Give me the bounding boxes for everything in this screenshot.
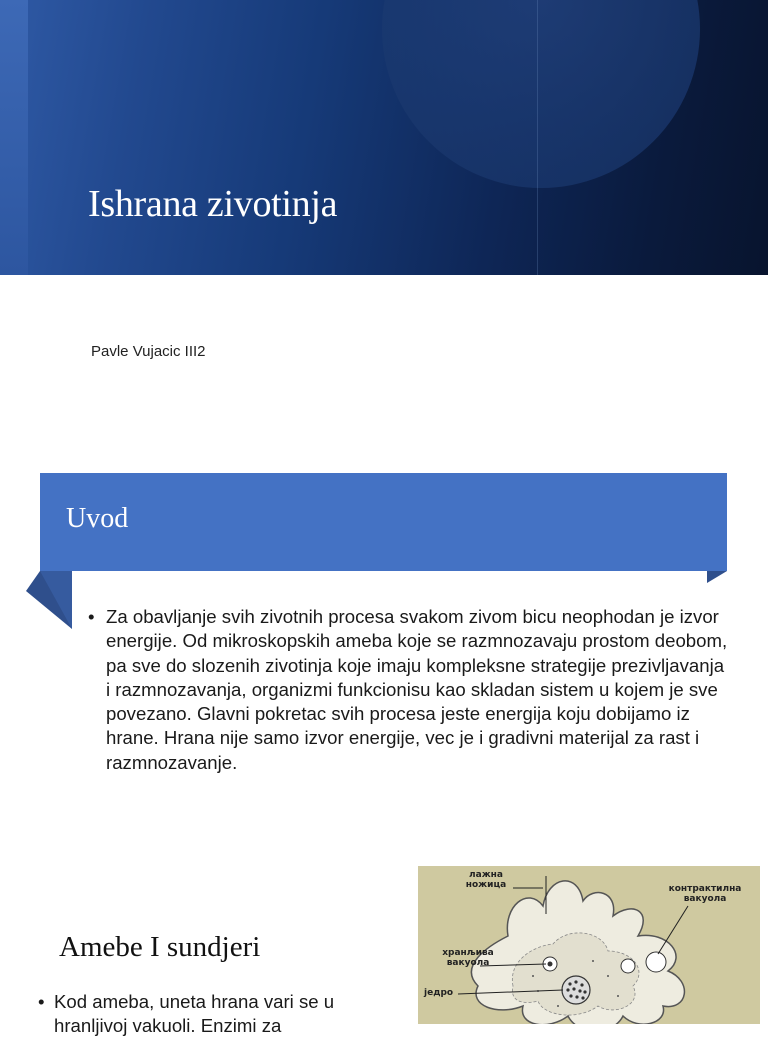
label-contractile-vacuole: контрактилна вакуола <box>668 884 742 904</box>
uvod-banner <box>40 473 727 571</box>
title-slide <box>0 0 768 275</box>
bullet-dot: • <box>38 991 45 1012</box>
bullet-dot: • <box>88 606 95 627</box>
author-subtitle: Pavle Vujacic III2 <box>91 343 206 360</box>
label-food-vacuole: хранљива вакуола <box>442 948 494 968</box>
amoeba-diagram <box>418 866 760 1024</box>
banner-fold-right <box>707 571 727 583</box>
amebe-heading: Amebe I sundjeri <box>59 931 261 963</box>
uvod-bullet-text: Za obavljanje svih zivotnih procesa svakom zivom bicu neophodan je izvor energije. Od mikroskopskih ameba koje se razmnozavaju prostom deobom, pa sve do slozenih zivotinja koje imaju kompleksne strategije prezivljavanja i razmnozavanja, organizmi funkcionisu kao skladan sistem u kojem je sve povezano. Glavni pokretac svih procesa jeste energija koju dobijamo iz hrane. Hrana nije samo izvor energije, vec je i gradivni materijal za rast i razmnozavanje. <box>106 606 728 773</box>
uvod-heading: Uvod <box>66 503 129 534</box>
uvod-bullet <box>88 605 728 775</box>
title-slide-decorative-circle <box>382 0 700 188</box>
slide-title: Ishrana zivotinja <box>88 183 338 225</box>
label-nucleus: једро <box>424 988 454 998</box>
title-slide-divider <box>537 0 538 275</box>
amebe-bullet-text: Kod ameba, uneta hrana vari se u hranljivoj vakuoli. Enzimi za <box>54 991 335 1037</box>
title-slide-accent-bar <box>0 0 28 275</box>
amebe-bullet <box>38 990 368 1039</box>
label-pseudopod: лажна ножица <box>465 870 507 890</box>
banner-fold-left <box>26 571 72 629</box>
